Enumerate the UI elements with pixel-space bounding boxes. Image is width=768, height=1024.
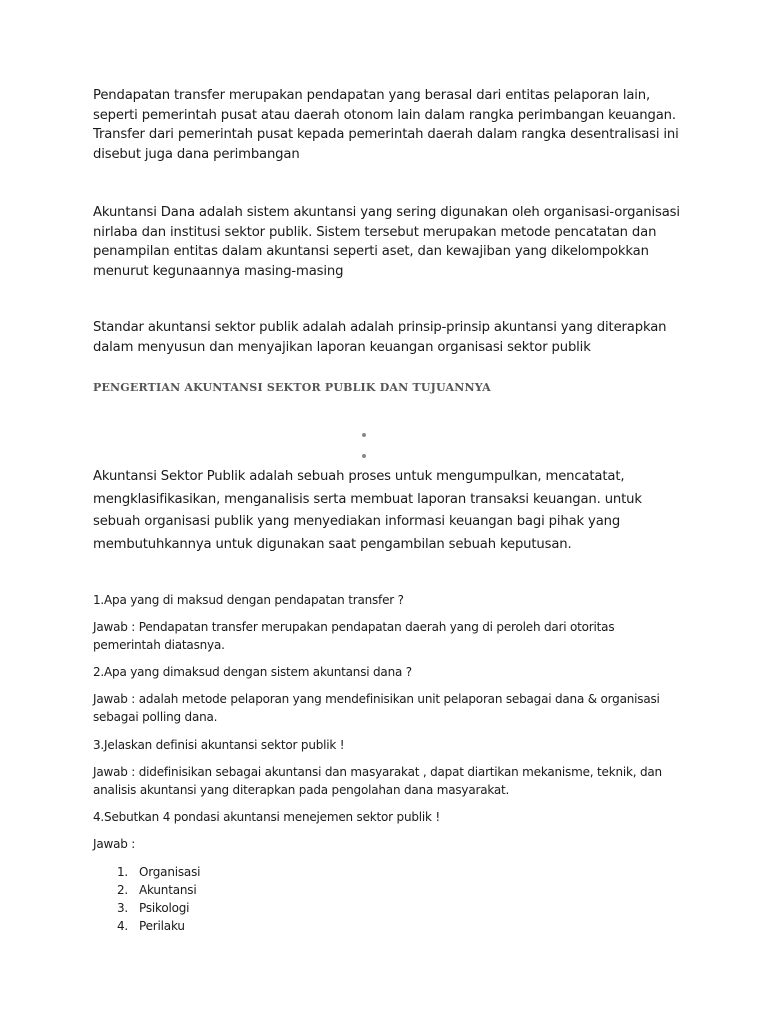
answer-1: Jawab : Pendapatan transfer merupakan pendapatan daerah yang di peroleh dari otoritas pemerintah diatasnya. [93,620,615,652]
list-number: 3. [117,901,129,915]
paragraph-standar-akuntansi: Standar akuntansi sektor publik adalah adalah prinsip-prinsip akuntansi yang diterapkan dalam menyusun dan menyajikan laporan keuangan organisasi sektor publik [93,320,667,355]
section-heading: PENGERTIAN AKUNTANSI SEKTOR PUBLIK DAN TUJUANNYA [93,381,491,394]
list-item [93,881,493,899]
list-text: Perilaku [139,919,185,933]
list-item [93,917,493,935]
question-4: 4.Sebutkan 4 pondasi akuntansi menejemen sektor publik ! [93,810,441,824]
paragraph-akuntansi-dana: Akuntansi Dana adalah sistem akuntansi yang sering digunakan oleh organisasi-organisasi nirlaba dan institusi sektor publik. Sistem tersebut merupakan metode pencatatan dan penampilan entitas dalam akuntansi seperti aset, dan kewajiban yang dikelompokkan menurut kegunaannya masing-masing [93,205,680,279]
list-number: 2. [117,883,129,897]
answer-3: Jawab : didefinisikan sebagai akuntansi dan masyarakat , dapat diartikan mekanisme, teknik, dan analisis akuntansi yang diterapkan pada pengolahan dana masyarakat. [93,765,662,797]
question-2: 2.Apa yang dimaksud dengan sistem akuntansi dana ? [93,665,412,679]
list-item [93,899,493,917]
answer-4: Jawab : [93,837,136,851]
list-item [93,863,493,881]
list-text: Organisasi [139,865,201,879]
answer-2: Jawab : adalah metode pelaporan yang mendefinisikan unit pelaporan sebagai dana & organisasi sebagai polling dana. [93,692,660,724]
list-number: 4. [117,919,129,933]
list-number: 1. [117,865,129,879]
list-text: Psikologi [139,901,190,915]
question-3: 3.Jelaskan definisi akuntansi sektor publik ! [93,738,345,752]
bullet-dot [362,454,366,458]
bullet-dot [362,433,366,437]
paragraph-pendapatan-transfer: Pendapatan transfer merupakan pendapatan yang berasal dari entitas pelaporan lain, seperti pemerintah pusat atau daerah otonom lain dalam rangka perimbangan keuangan. Transfer dari pemerintah pusat kepada pemerintah daerah dalam rangka desentralisasi ini disebut juga dana perimbangan [93,88,679,162]
question-1: 1.Apa yang di maksud dengan pendapatan transfer ? [93,593,404,607]
paragraph-definition: Akuntansi Sektor Publik adalah sebuah proses untuk mengumpulkan, mencatatat, mengklasifikasikan, menganalisis serta membuat laporan transaksi keuangan. untuk sebuah organisasi publik yang menyediakan informasi keuangan bagi pihak yang membutuhkannya untuk digunakan saat pengambilan sebuah keputusan. [93,469,642,552]
list-text: Akuntansi [139,883,197,897]
numbered-list [93,863,493,935]
